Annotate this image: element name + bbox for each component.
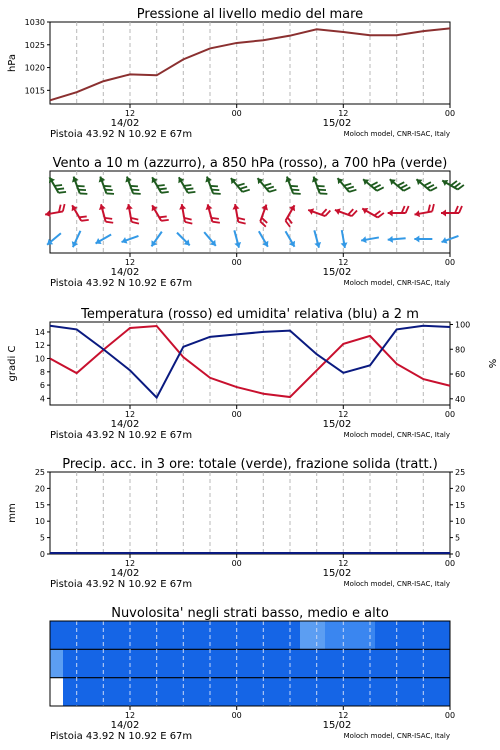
wind-feather [57,188,65,189]
wind-feather [347,187,354,189]
cloud-cell-alto [50,621,64,649]
wind-barb-10-m [314,230,321,247]
location-label: Pistoia 43.92 N 10.92 E 67m [50,731,193,742]
y-tick-label-left: 12 [34,341,45,351]
wind-feather [404,187,411,190]
wind-feather [237,184,244,186]
wind-barb-700-hPa [258,178,277,192]
cloud-cell-alto [275,621,301,649]
wind-feather [212,222,220,223]
cloud-cell-medio [325,649,351,677]
cloud-cell-alto [300,621,326,649]
wind-feather [427,185,434,188]
wind-feather [424,182,431,185]
wind-feather [159,188,167,189]
wind-barb-700-hPa [205,177,220,194]
cloud-cell-alto [175,621,201,649]
y-tick-label-right: 60 [455,370,466,380]
wind-feather [454,183,460,188]
model-credit: Moloch model, CNR-ISAC, Italy [343,580,450,588]
model-credit: Moloch model, CNR-ISAC, Italy [343,732,450,740]
wind-arrowhead [388,210,393,217]
wind-barb-700-hPa [312,177,327,194]
wind-barb-700-hPa [99,177,114,194]
wind-feather [451,181,457,186]
y-tick-label: 1025 [24,40,45,50]
wind-feather [458,185,464,190]
wind-barb-700-hPa [390,179,411,191]
wind-barb-10-m [72,231,81,247]
wind-barb-850-hPa [414,204,433,217]
panel-title: Vento a 10 m (azzurro), a 850 hPa (rosso), a 700 hPa (verde) [52,156,448,171]
wind-feather [161,192,169,193]
cloud-cell-alto [425,621,451,649]
wind-barb-850-hPa [206,204,220,222]
cloud-cell-medio [350,649,376,677]
cloud-cell-basso [50,678,64,706]
x-tick-label: 12 [338,711,349,720]
cloud-cell-basso [175,678,201,706]
cloud-cell-alto [350,621,376,649]
wind-arrowhead [388,236,393,243]
wind-barb-10-m [234,230,241,247]
wind-barb-10-m [259,231,269,247]
wind-barb-700-hPa [338,178,357,192]
cloud-cell-medio [175,649,201,677]
panel-3 [7,307,497,441]
wind-feather [185,222,192,224]
wind-feather [211,218,219,219]
wind-barb-850-hPa [388,206,409,217]
wind-barb-10-m [47,233,61,245]
x-tick-label: 00 [444,258,456,267]
date-label: 15/02 [322,720,352,731]
y-axis-label-left: gradi C [7,345,18,382]
wind-barb-850-hPa [152,205,169,221]
date-label: 14/02 [110,720,140,731]
cloud-cell-basso [350,678,376,706]
y-axis-label: hPa [7,53,18,73]
y-tick-label-left: 10 [34,354,45,364]
y-tick-label-right: 25 [455,468,466,477]
y-tick-label-right: 100 [455,320,471,330]
wind-feather [81,220,89,221]
x-tick-label: 12 [124,109,136,118]
cloud-cell-medio [300,649,326,677]
wind-feather [321,209,326,215]
wind-feather [374,211,380,216]
wind-barb-700-hPa [363,179,384,191]
x-tick-label: 12 [124,559,136,568]
y-tick-label-left: 5 [39,533,45,543]
model-credit: Moloch model, CNR-ISAC, Italy [343,431,450,439]
cloud-cell-alto [250,621,276,649]
wind-barb-850-hPa [362,208,384,218]
wind-feather [348,209,353,215]
date-label: 15/02 [322,118,352,129]
wind-barb-700-hPa [125,177,140,194]
x-tick-label: 00 [231,410,242,419]
y-tick-label: 1030 [24,18,45,27]
cloud-cell-basso [425,678,451,706]
wind-feather [159,216,167,217]
panel-title: Nuvolosita' negli strati basso, medio e alto [111,606,389,621]
location-label: Pistoia 43.92 N 10.92 E 67m [50,129,193,140]
wind-barb-850-hPa [72,205,89,221]
cloud-cell-medio [200,649,226,677]
wind-feather [269,190,276,192]
cloud-cell-medio [225,649,251,677]
date-label: 15/02 [322,267,352,278]
wind-barb-700-hPa [152,177,169,193]
x-tick-label: 12 [338,559,349,568]
wind-barb-850-hPa [179,204,192,223]
temperature-line [50,326,450,397]
model-credit: Moloch model, CNR-ISAC, Italy [343,130,450,138]
panel-title: Precip. acc. in 3 ore: totale (verde), frazione solida (tratt.) [62,457,438,472]
x-tick-label: 12 [124,258,136,267]
wind-feather [264,184,271,186]
wind-barb-850-hPa [233,204,246,223]
cloud-cell-medio [125,649,151,677]
panel-1 [7,7,455,140]
panel-title: Temperatura (rosso) ed umidita' relativa (blu) a 2 m [81,307,419,322]
date-label: 14/02 [110,267,140,278]
y-tick-label: 1020 [24,63,45,73]
y-tick-label-right: 80 [455,345,466,355]
y-tick-label-left: 14 [34,327,45,337]
y-tick-label-right: 20 [455,484,466,494]
wind-feather [402,206,405,213]
wind-feather [378,213,384,218]
date-label: 14/02 [110,568,140,579]
wind-feather [406,206,409,213]
y-axis-label-right: % [486,358,497,369]
wind-arrowhead [441,210,446,217]
x-tick-label: 12 [338,410,349,419]
cloud-cell-basso [225,678,251,706]
cloud-cell-alto [400,621,426,649]
wind-feather [430,187,437,190]
wind-feather [79,216,87,217]
wind-feather [242,190,249,192]
cloud-cell-alto [225,621,251,649]
date-label: 15/02 [322,419,352,430]
cloud-cell-basso [325,678,351,706]
y-tick-label-left: 0 [39,550,45,559]
wind-feather [286,221,291,227]
wind-feather [188,192,196,193]
wind-feather [106,222,114,223]
wind-feather [349,190,356,192]
cloud-cell-alto [100,621,126,649]
pressure-line [50,28,450,100]
wind-feather [63,204,65,211]
cloud-cell-alto [200,621,226,649]
cloud-cell-medio [63,649,101,677]
y-tick-label-left: 15 [34,500,45,510]
wind-feather [352,211,357,217]
x-tick-label: 12 [124,410,136,419]
panel-title: Pressione al livello medio del mare [136,7,364,22]
x-tick-label: 00 [444,559,456,568]
panel-5 [50,606,455,742]
wind-feather [397,182,404,185]
wind-barb-700-hPa [231,178,250,192]
wind-barb-10-m [152,232,162,247]
wind-feather [186,188,194,189]
wind-barb-700-hPa [285,177,300,194]
cloud-cell-medio [250,649,276,677]
wind-feather [459,206,462,213]
wind-feather [432,204,434,211]
wind-barb-850-hPa [441,206,462,217]
wind-feather [371,182,378,185]
wind-feather [455,206,458,213]
wind-feather [184,185,192,186]
location-label: Pistoia 43.92 N 10.92 E 67m [50,278,193,289]
wind-feather [132,222,139,224]
x-tick-label: 12 [338,258,349,267]
wind-feather [238,222,245,224]
wind-feather [377,187,384,190]
cloud-cell-basso [250,678,276,706]
wind-feather [262,218,268,223]
y-tick-label: 1015 [24,86,45,96]
cloud-cell-medio [400,649,426,677]
y-tick-label-left: 25 [34,468,45,477]
cloud-cell-basso [150,678,176,706]
y-tick-label-right: 40 [455,394,466,404]
wind-feather [240,187,247,189]
wind-barb-700-hPa [72,177,87,194]
wind-feather [157,185,165,186]
y-axis-label: mm [7,503,18,523]
cloud-cell-medio [425,649,451,677]
cloud-cell-alto [325,621,351,649]
wind-feather [105,218,113,219]
wind-barb-850-hPa [126,204,139,223]
wind-barb-10-m [286,231,296,247]
wind-feather [325,211,330,217]
y-tick-label-left: 6 [39,381,45,391]
plot-frame [50,322,450,405]
wind-arrowhead [414,236,419,243]
wind-barb-850-hPa [260,205,268,227]
panel-4 [7,457,465,590]
y-tick-label-right: 0 [455,550,461,559]
cloud-cell-alto [150,621,176,649]
wind-barb-850-hPa [335,208,357,216]
cloud-cell-basso [275,678,301,706]
y-tick-label-left: 8 [39,367,45,377]
date-label: 15/02 [322,568,352,579]
wind-barb-700-hPa [178,177,195,193]
y-tick-label-left: 10 [34,517,45,527]
wind-feather [374,185,381,188]
x-tick-label: 00 [444,711,456,720]
wind-barb-700-hPa [416,179,437,191]
cloud-cell-alto [63,621,101,649]
y-tick-label-left: 4 [39,394,45,404]
x-tick-label: 00 [231,559,242,568]
wind-feather [400,185,407,188]
cloud-cell-alto [125,621,151,649]
wind-barb-850-hPa [99,204,113,222]
wind-barb-850-hPa [45,204,64,217]
x-tick-label: 00 [444,410,456,419]
x-tick-label: 12 [338,109,349,118]
cloud-cell-basso [100,678,126,706]
wind-barb-850-hPa [308,208,330,216]
x-tick-label: 00 [231,711,242,720]
wind-feather [267,187,274,189]
location-label: Pistoia 43.92 N 10.92 E 67m [50,579,193,590]
cloud-cell-medio [275,649,301,677]
y-tick-label-right: 15 [455,500,466,510]
y-tick-label-left: 20 [34,484,45,494]
wind-feather [344,184,351,186]
y-tick-label-right: 10 [455,517,466,527]
location-label: Pistoia 43.92 N 10.92 E 67m [50,430,193,441]
y-tick-label-right: 5 [455,533,461,543]
wind-feather [161,220,169,221]
x-tick-label: 00 [444,109,456,118]
wind-barb-10-m [341,230,348,248]
x-tick-label: 00 [231,258,242,267]
cloud-cell-basso [300,678,326,706]
humidity-line [50,326,450,398]
cloud-cell-basso [125,678,151,706]
date-label: 14/02 [110,419,140,430]
cloud-cell-basso [400,678,426,706]
date-label: 14/02 [110,118,140,129]
cloud-cell-medio [50,649,64,677]
cloud-cell-basso [63,678,101,706]
wind-barb-700-hPa [442,180,464,190]
wind-barb-700-hPa [49,177,66,193]
cloud-cell-medio [100,649,126,677]
model-credit: Moloch model, CNR-ISAC, Italy [343,279,450,287]
cloud-cell-basso [200,678,226,706]
wind-feather [55,185,63,186]
plot-frame [50,472,450,554]
x-tick-label: 12 [124,711,136,720]
cloud-cell-medio [150,649,176,677]
panel-2 [45,156,464,289]
wind-feather [59,192,67,193]
x-tick-label: 00 [231,109,242,118]
